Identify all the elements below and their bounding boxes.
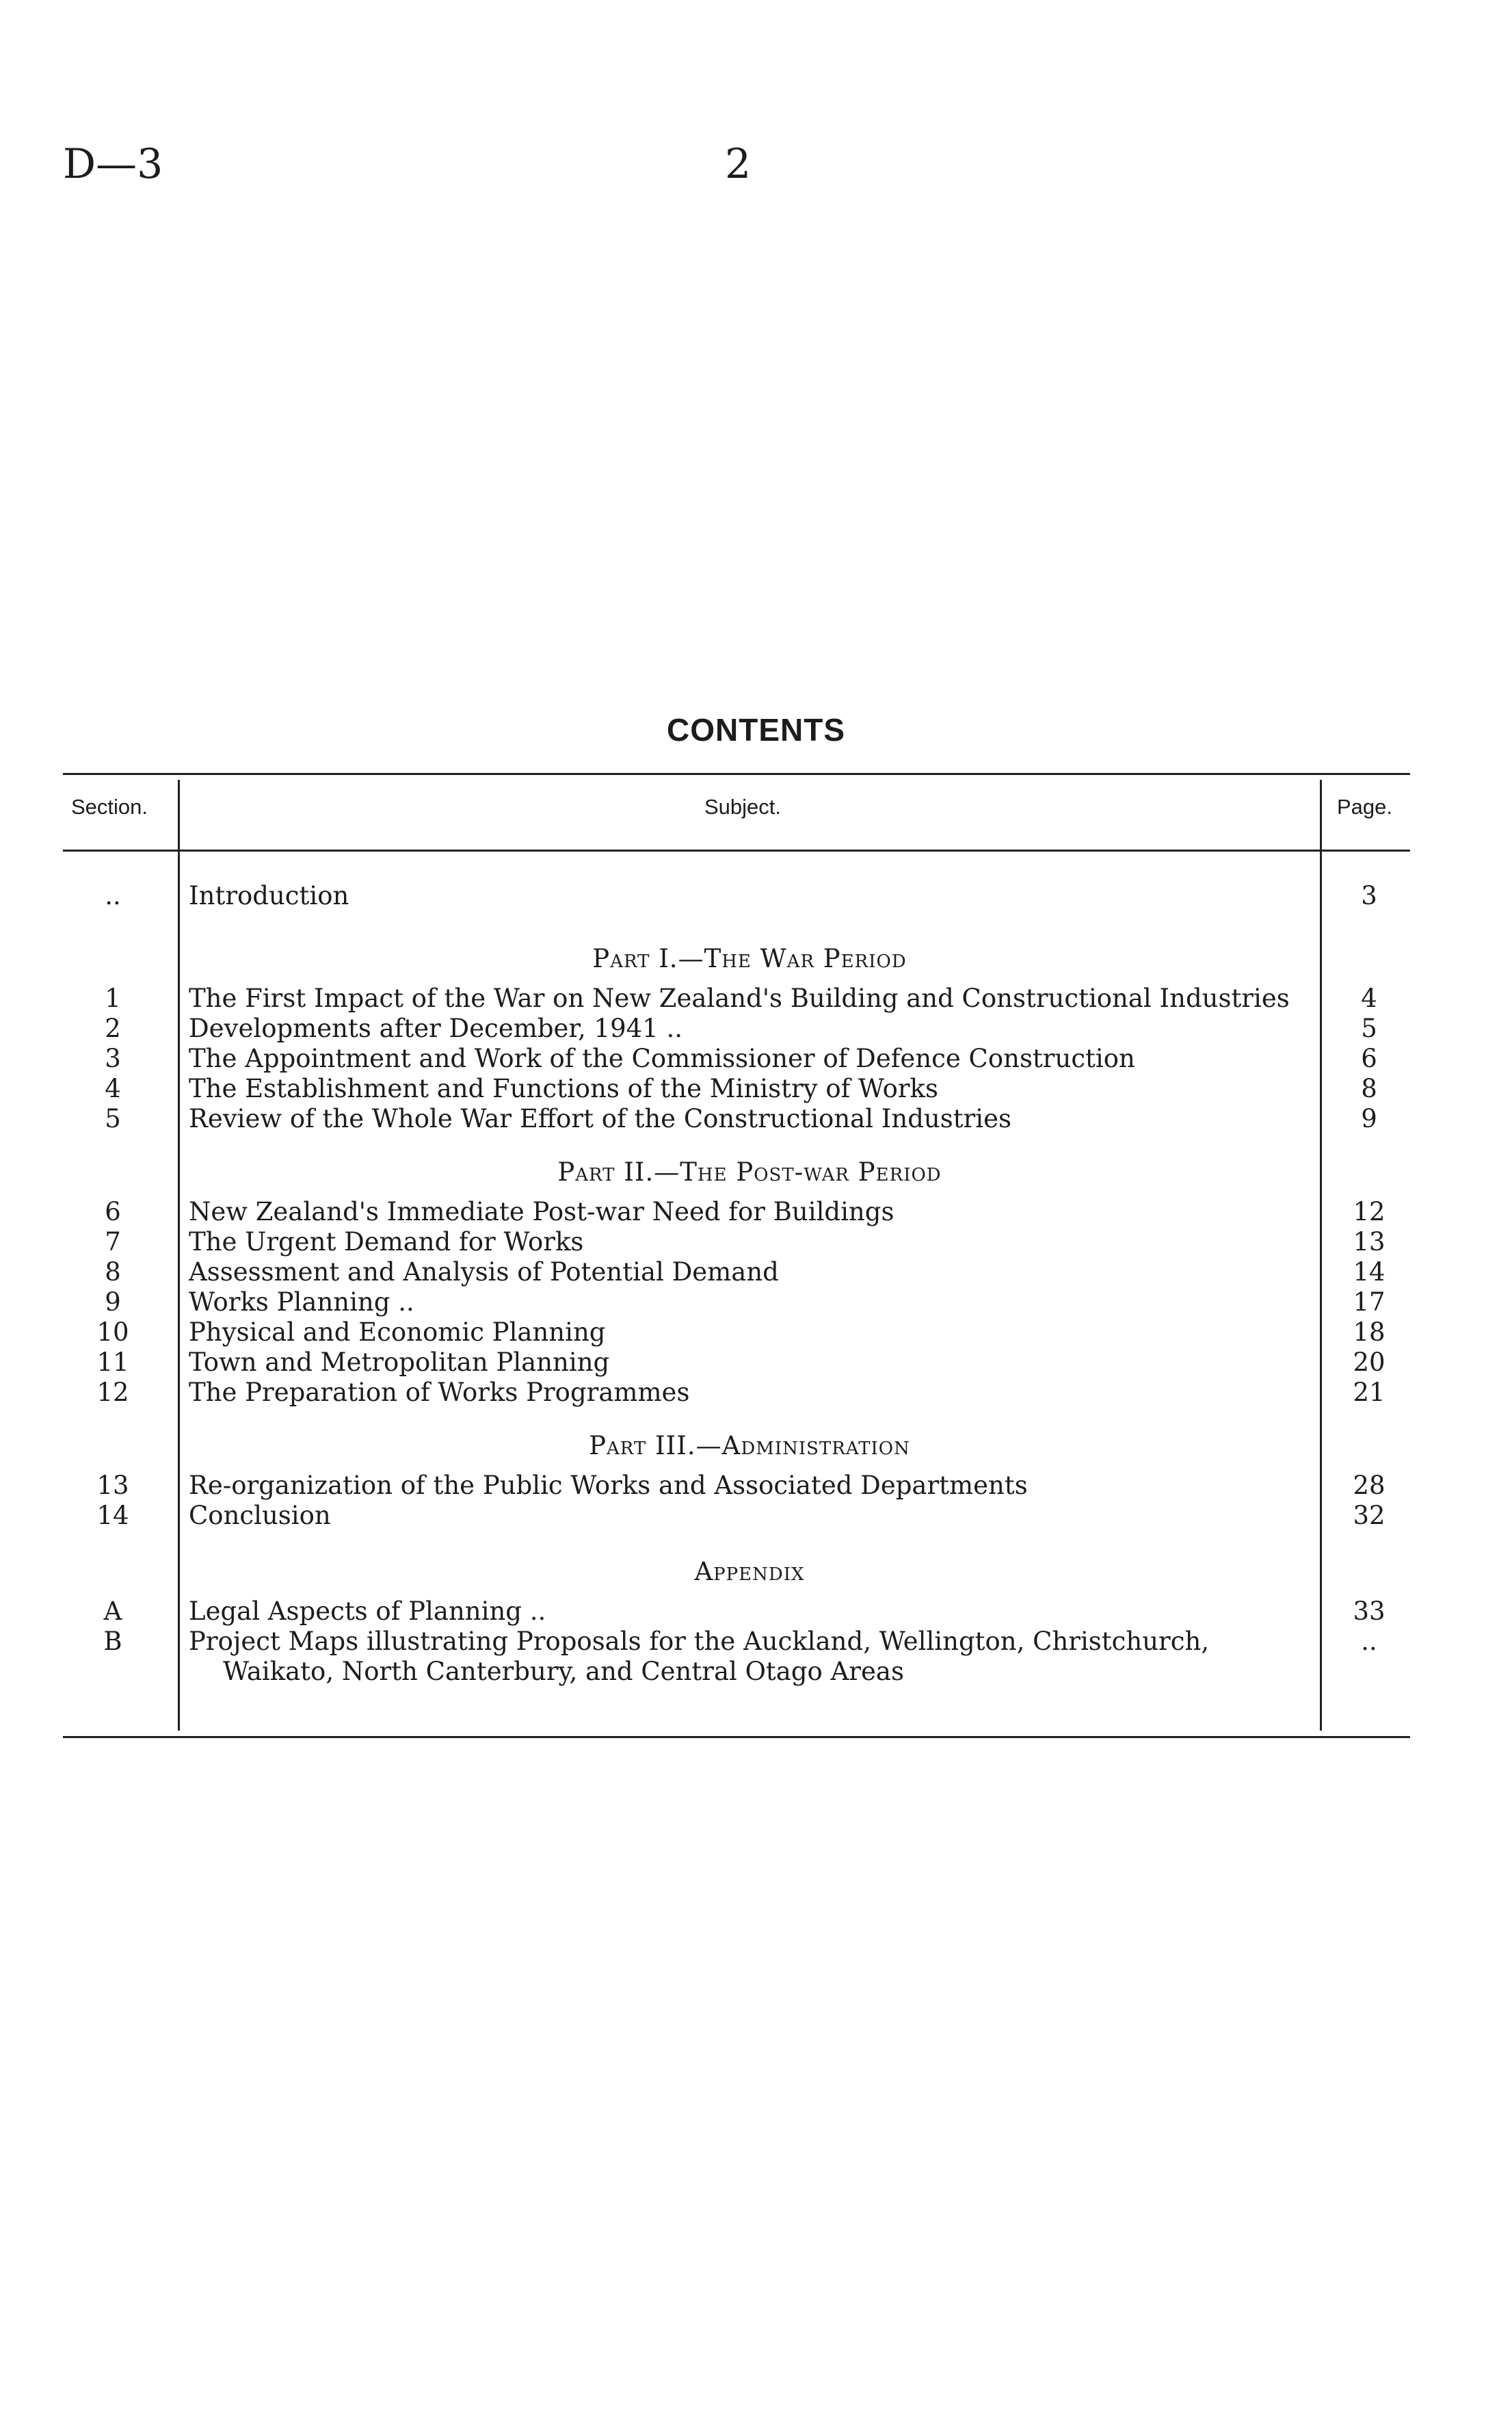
page-ref: 6: [1361, 1044, 1377, 1073]
table-header-rule: [63, 850, 1410, 852]
page-column-header: Page.: [1337, 795, 1393, 819]
subject-text: Waikato, North Canterbury, and Central Otago Areas: [223, 1657, 904, 1686]
table-row: [0, 1348, 1512, 1378]
subject-text: Assessment and Analysis of Potential Demand: [189, 1257, 779, 1287]
subject-text: The Urgent Demand for Works: [189, 1227, 584, 1257]
section-number: 11: [96, 1348, 129, 1377]
page-ref: 12: [1353, 1197, 1385, 1226]
page-ref: 3: [1361, 881, 1377, 910]
section-number: 9: [105, 1287, 121, 1317]
section-number: 13: [96, 1471, 129, 1500]
subject-text: Legal Aspects of Planning ..: [189, 1596, 546, 1626]
page-ref: 21: [1353, 1378, 1385, 1407]
section-number: 5: [105, 1104, 121, 1133]
page-ref: 13: [1353, 1227, 1385, 1257]
intro-row: [0, 881, 1512, 911]
page-ref: 5: [1361, 1014, 1377, 1043]
page-ref: 14: [1353, 1257, 1385, 1287]
table-row: [0, 1197, 1512, 1227]
table-row: [0, 1074, 1512, 1104]
subject-text: Conclusion: [189, 1501, 331, 1530]
page-number: 2: [725, 140, 752, 188]
subject-text: The First Impact of the War on New Zealand's Building and Constructional Industries: [189, 984, 1290, 1013]
table-row: [0, 1257, 1512, 1287]
section-number: 4: [105, 1074, 121, 1103]
page-ref: 28: [1353, 1471, 1385, 1500]
section-number: 3: [105, 1044, 121, 1073]
table-row: [0, 1317, 1512, 1348]
section-number: 7: [105, 1227, 121, 1257]
section-number: A: [103, 1596, 122, 1626]
page-ref: 18: [1353, 1317, 1385, 1347]
section-number: 6: [105, 1197, 121, 1226]
table-row: [0, 1227, 1512, 1257]
page-ref: 32: [1353, 1501, 1385, 1530]
table-row: [0, 984, 1512, 1014]
subject-text: Developments after December, 1941 ..: [189, 1014, 682, 1043]
subject-text: The Preparation of Works Programmes: [189, 1378, 690, 1407]
part-heading: Part II.—The Post-war Period: [557, 1157, 942, 1187]
part-heading: Part III.—Administration: [589, 1431, 910, 1460]
table-row: [0, 1596, 1512, 1627]
subject-text: Project Maps illustrating Proposals for the Auckland, Wellington, Christchurch,: [189, 1627, 1210, 1656]
subject-column-header: Subject.: [704, 795, 782, 819]
section-number: 10: [96, 1317, 129, 1347]
table-row: [0, 1471, 1512, 1501]
page-ref: 8: [1361, 1074, 1377, 1103]
page-ref: 20: [1353, 1348, 1385, 1377]
subject-text: Re-organization of the Public Works and Associated Departments: [189, 1471, 1028, 1500]
section-column-header: Section.: [71, 795, 148, 819]
section-number: 12: [96, 1378, 129, 1407]
subject-text: Works Planning ..: [189, 1287, 414, 1317]
table-row: [0, 1501, 1512, 1531]
table-row: [0, 1044, 1512, 1074]
section-number: 8: [105, 1257, 121, 1287]
table-row: [0, 1378, 1512, 1408]
table-row: [0, 1014, 1512, 1044]
subject-text: The Establishment and Functions of the Ministry of Works: [189, 1074, 938, 1103]
table-row: [0, 1657, 1512, 1687]
page-ref: 9: [1361, 1104, 1377, 1133]
document-code: D—3: [63, 140, 163, 188]
part-heading: Appendix: [694, 1557, 805, 1586]
subject-text: Town and Metropolitan Planning: [189, 1348, 610, 1377]
subject-text: New Zealand's Immediate Post-war Need for Buildings: [189, 1197, 894, 1226]
page-ref: ..: [1361, 1627, 1377, 1656]
page-ref: 17: [1353, 1287, 1385, 1317]
table-row: [0, 1627, 1512, 1657]
page-ref: 33: [1353, 1596, 1385, 1626]
subject-text: Introduction: [189, 881, 349, 910]
page-ref: 4: [1361, 984, 1377, 1013]
subject-text: The Appointment and Work of the Commissioner of Defence Construction: [189, 1044, 1135, 1073]
subject-text: Physical and Economic Planning: [189, 1317, 606, 1347]
section-number: 14: [96, 1501, 129, 1530]
subject-text: Review of the Whole War Effort of the Constructional Industries: [189, 1104, 1012, 1133]
section-number: B: [103, 1627, 122, 1656]
contents-title: CONTENTS: [667, 712, 845, 748]
table-top-rule: [63, 773, 1410, 775]
section-number: 2: [105, 1014, 121, 1043]
section-number: 1: [105, 984, 121, 1013]
part-heading: Part I.—The War Period: [592, 944, 907, 973]
table-row: [0, 1104, 1512, 1134]
table-row: [0, 1287, 1512, 1317]
section-number: ..: [105, 881, 121, 910]
table-bottom-rule: [63, 1736, 1410, 1738]
